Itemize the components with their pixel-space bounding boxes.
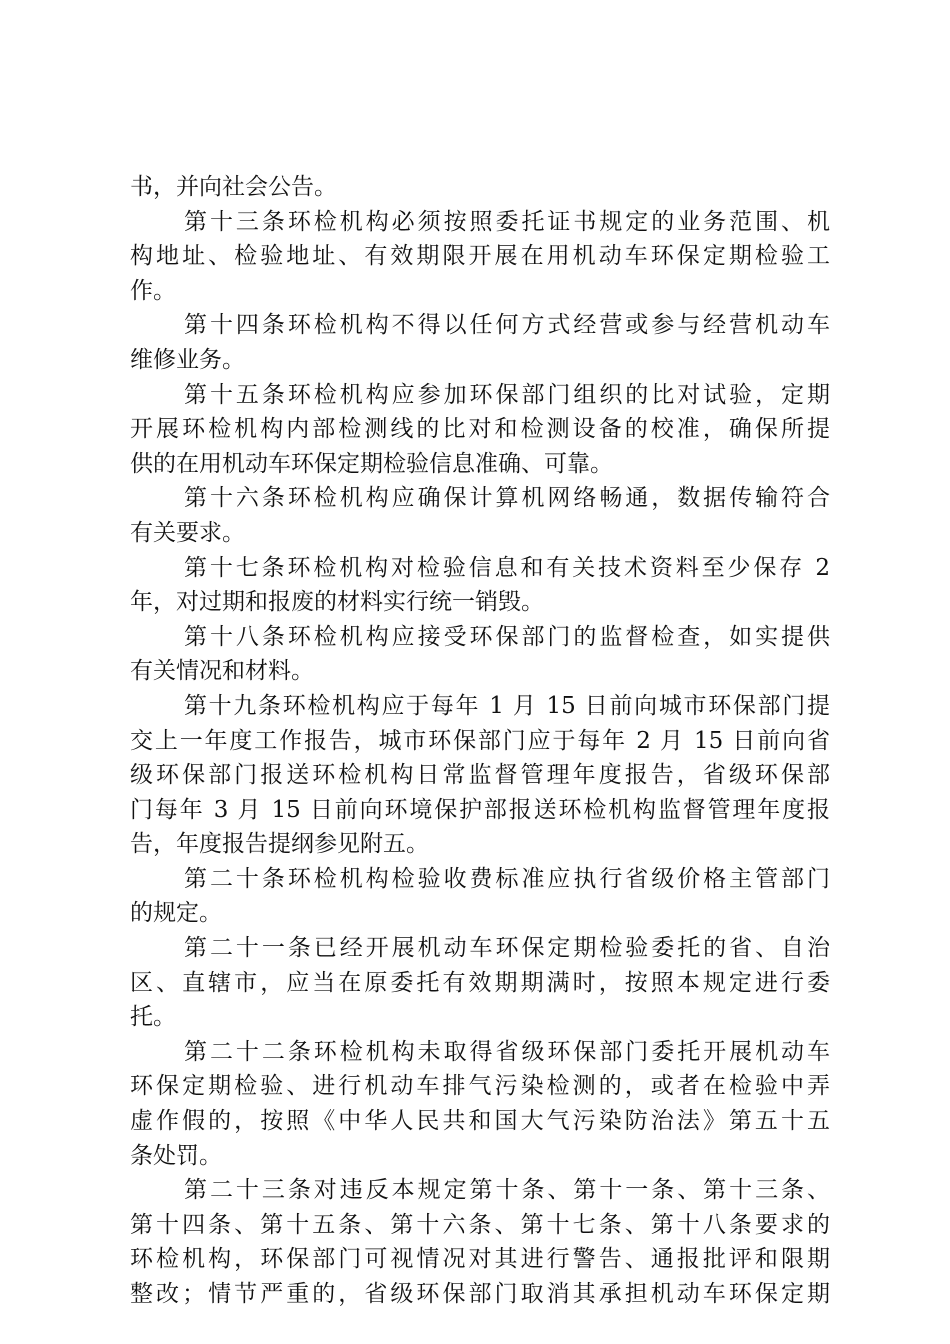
paragraph-line: 作。 (130, 277, 176, 304)
paragraph-line: 条处罚。 (130, 1142, 222, 1169)
paragraph-first-line: 第十三条环检机构必须按照委托证书规定的业务范围、机 (184, 208, 830, 235)
paragraph-first-line: 第十八条环检机构应接受环保部门的监督检查，如实提供 (184, 623, 830, 650)
paragraph-line: 构地址、检验地址、有效期限开展在用机动车环保定期检验工 (130, 243, 830, 270)
paragraph-line: 门每年 3 月 15 日前向环境保护部报送环检机构监督管理年度报 (130, 796, 830, 823)
paragraph-line: 供的在用机动车环保定期检验信息准确、可靠。 (130, 450, 613, 477)
paragraph-line: 有关要求。 (130, 519, 245, 546)
paragraph-line: 级环保部门报送环检机构日常监督管理年度报告，省级环保部 (130, 762, 830, 789)
paragraph-line: 开展环检机构内部检测线的比对和检测设备的校准，确保所提 (130, 416, 830, 443)
paragraph-first-line: 第十九条环检机构应于每年 1 月 15 日前向城市环保部门提 (184, 692, 830, 719)
paragraph-first-line: 第十五条环检机构应参加环保部门组织的比对试验，定期 (184, 381, 830, 408)
paragraph-first-line: 第十四条环检机构不得以任何方式经营或参与经营机动车 (184, 312, 830, 339)
paragraph-line: 整改；情节严重的，省级环保部门取消其承担机动车环保定期 (130, 1281, 830, 1307)
paragraph-line: 的规定。 (130, 900, 222, 927)
paragraph-line: 区、直辖市，应当在原委托有效期期满时，按照本规定进行委 (130, 969, 830, 996)
document-body (130, 170, 830, 1312)
paragraph-line: 告，年度报告提纲参见附五。 (130, 831, 429, 858)
paragraph-first-line: 第十六条环检机构应确保计算机网络畅通，数据传输符合 (184, 485, 830, 512)
paragraph-line: 交上一年度工作报告，城市环保部门应于每年 2 月 15 日前向省 (130, 727, 830, 754)
paragraph-line: 维修业务。 (130, 346, 245, 373)
paragraph-line: 年，对过期和报废的材料实行统一销毁。 (130, 589, 544, 616)
paragraph-line: 有关情况和材料。 (130, 658, 314, 685)
paragraph-line: 环保定期检验、进行机动车排气污染检测的，或者在检验中弄 (130, 1073, 830, 1100)
paragraph-line: 环检机构，环保部门可视情况对其进行警告、通报批评和限期 (130, 1246, 830, 1273)
paragraph-first-line: 第十七条环检机构对检验信息和有关技术资料至少保存 2 (184, 554, 830, 581)
paragraph-first-line: 第二十三条对违反本规定第十条、第十一条、第十三条、 (184, 1177, 830, 1204)
paragraph-line: 书，并向社会公告。 (130, 174, 337, 200)
paragraph-first-line: 第二十条环检机构检验收费标准应执行省级价格主管部门 (184, 865, 830, 892)
paragraph-line: 托。 (130, 1004, 176, 1031)
paragraph-first-line: 第二十一条已经开展机动车环保定期检验委托的省、自治 (184, 935, 830, 962)
paragraph-line: 第十四条、第十五条、第十六条、第十七条、第十八条要求的 (130, 1211, 830, 1238)
paragraph-line: 虚作假的，按照《中华人民共和国大气污染防治法》第五十五 (130, 1108, 830, 1135)
paragraph-first-line: 第二十二条环检机构未取得省级环保部门委托开展机动车 (184, 1038, 830, 1065)
